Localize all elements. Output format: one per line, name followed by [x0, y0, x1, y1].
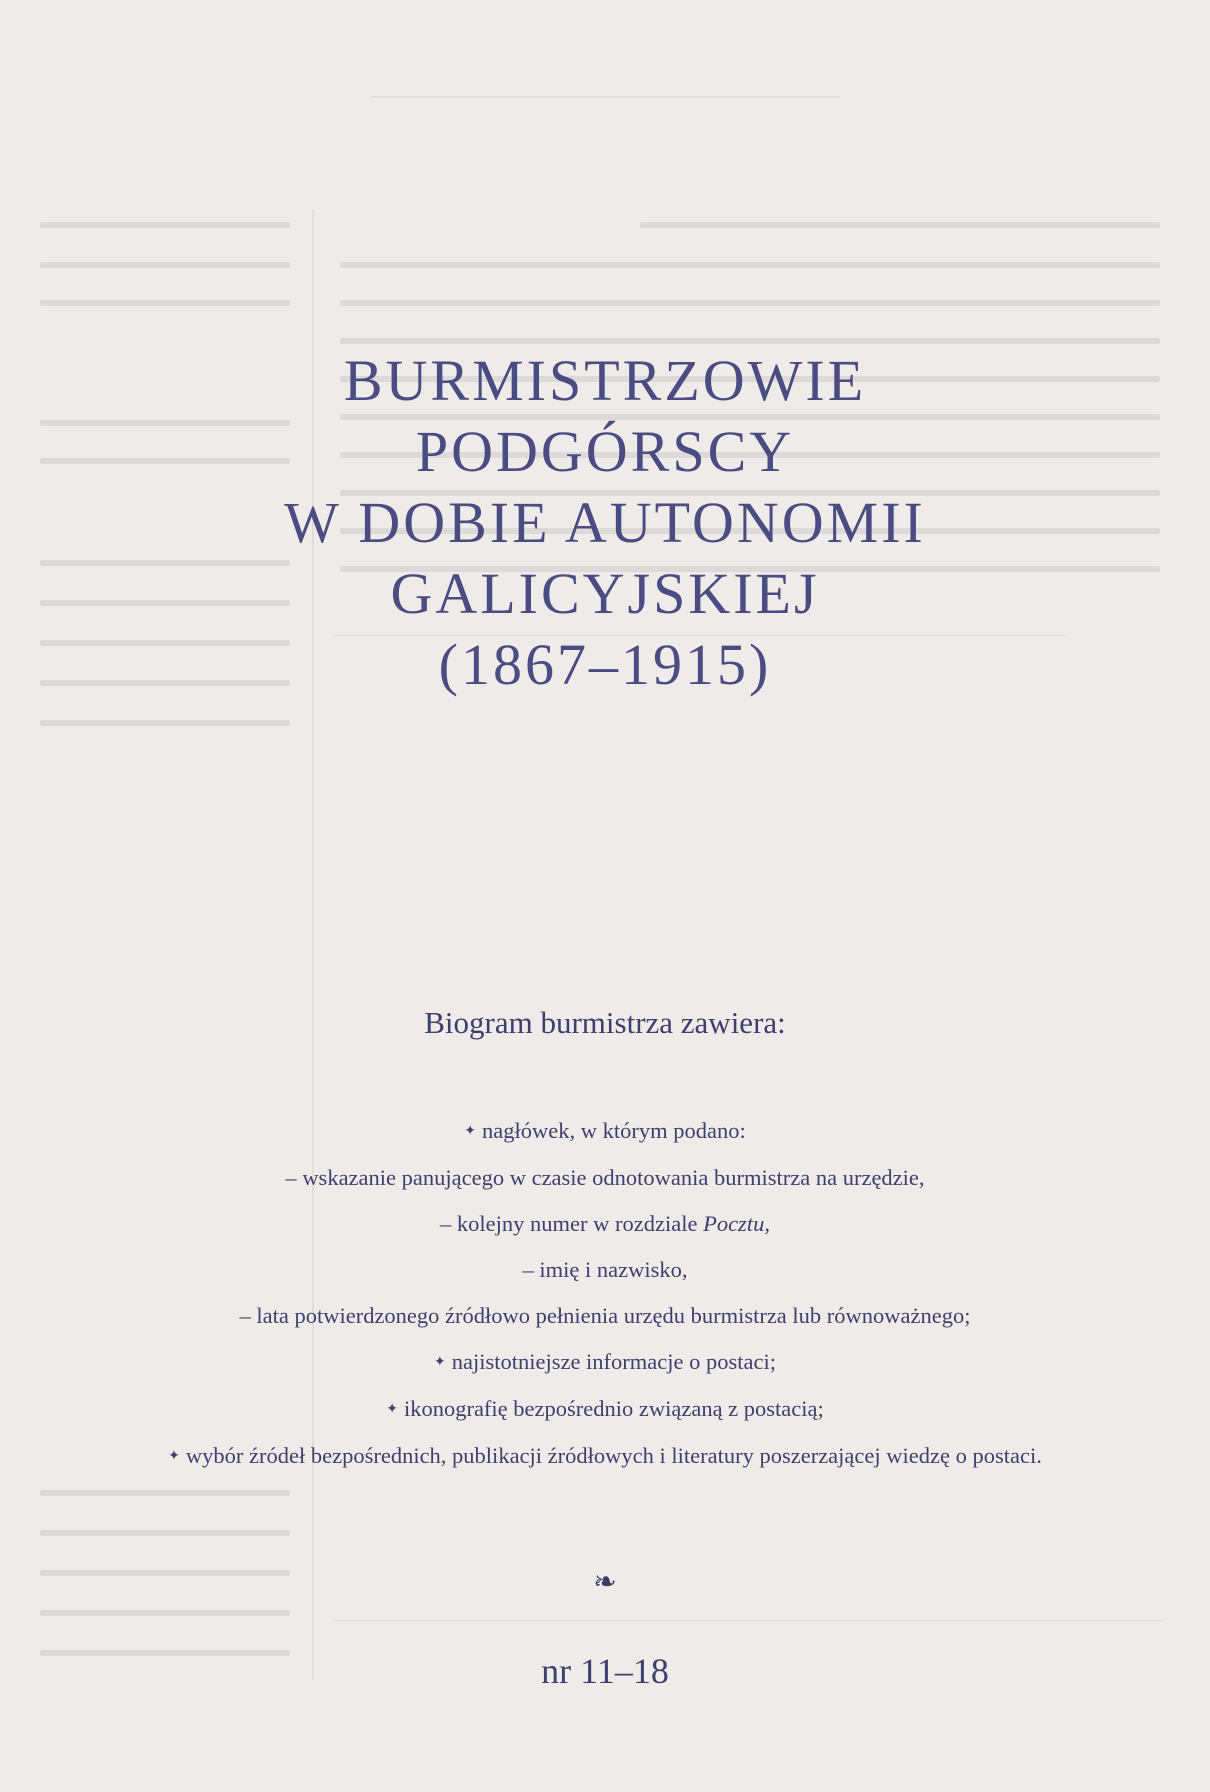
bleed-text-line [640, 222, 1160, 228]
list-subitem-text: – kolejny numer w rozdziale [440, 1211, 704, 1236]
bullet-icon: ✦ [168, 1449, 180, 1464]
title-line: (1867–1915) [438, 632, 772, 697]
list-subitem: – lata potwierdzonego źródłowo pełnienia urzędu burmistrza lub równoważnego; [239, 1303, 971, 1328]
bleed-text-line [40, 262, 290, 268]
page-title [0, 345, 1210, 700]
list-subitem: – imię i nazwisko, [522, 1257, 688, 1282]
list-item-text: wybór źródeł bezpośrednich, publikacji źródłowych i literatury poszerzającej wiedzę o postaci. [185, 1443, 1042, 1468]
entry-range: nr 11–18 [541, 1651, 669, 1691]
title-line: GALICYJSKIEJ [390, 561, 820, 626]
bullet-icon: ✦ [433, 1355, 446, 1370]
bleed-text-line [340, 262, 1160, 268]
bleed-text-line [40, 1530, 290, 1536]
bleed-image-frame [335, 1620, 1165, 1621]
intro-heading: Biogram burmistrza zawiera: [424, 1005, 786, 1040]
bleed-text-line [40, 300, 290, 306]
bleed-text-line [40, 1610, 290, 1616]
list-item [0, 1386, 1210, 1433]
list-item [0, 1433, 1210, 1480]
list-item [0, 1339, 1210, 1386]
list-item-text: najistotniejsze informacje o postaci; [451, 1349, 776, 1374]
bullet-icon: ✦ [386, 1402, 398, 1417]
bullet-icon: ✦ [464, 1124, 476, 1139]
bleed-text-line [340, 338, 1160, 344]
bleed-text-line [40, 1490, 290, 1496]
list-item-text: nagłówek, w którym podano: [482, 1118, 746, 1143]
list-item [0, 1108, 1210, 1155]
list-item-text: ikonografię bezpośrednio związaną z postacią; [403, 1396, 824, 1421]
list-subitem [0, 1201, 1210, 1247]
list-subitem: – wskazanie panującego w czasie odnotowania burmistrza na urzędzie, [285, 1165, 925, 1190]
list-subitem-emphasis: Pocztu, [703, 1211, 770, 1236]
bleed-text-line [40, 720, 290, 726]
fleuron-icon: ❧ [593, 1567, 617, 1598]
title-line: BURMISTRZOWIE [343, 348, 867, 413]
title-line: PODGÓRSCY [415, 419, 795, 484]
bleed-top-rule [370, 96, 840, 98]
bleed-text-line [40, 222, 290, 228]
contents-list [0, 1108, 1210, 1480]
bleed-text-line [340, 300, 1160, 306]
title-line: W DOBIE AUTONOMII [284, 490, 926, 555]
